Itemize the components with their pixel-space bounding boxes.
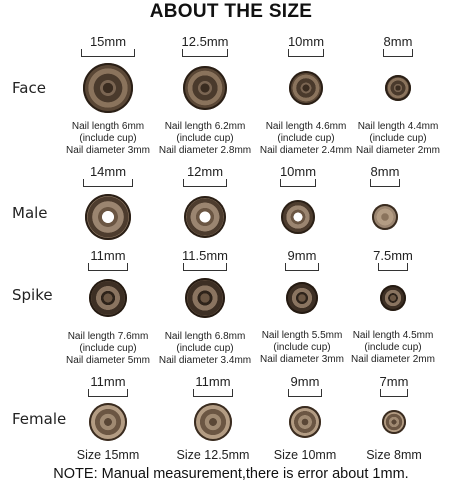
- nail-diameter: Nail diameter 2mm: [351, 354, 435, 365]
- include-cup: (include cup): [277, 133, 335, 144]
- female-item: [55, 374, 161, 462]
- dimension-ruler: [183, 264, 227, 271]
- dimension-label: 15mm: [89, 34, 127, 49]
- row-label-male: Male: [12, 204, 48, 222]
- nail-length: Nail length 4.6mm: [265, 121, 347, 132]
- include-cup: (include cup): [79, 133, 137, 144]
- spike-snap-image: [380, 285, 406, 311]
- female-snap-image: [289, 406, 321, 438]
- nail-length: Nail length 4.5mm: [352, 330, 434, 341]
- spike-snap-image: [185, 278, 225, 318]
- male-snap-image: [184, 196, 226, 238]
- face-item: [253, 34, 359, 157]
- spike-item: [152, 248, 258, 367]
- nail-diameter: Nail diameter 3mm: [66, 145, 150, 156]
- dimension-ruler: [370, 180, 400, 187]
- nail-diameter: Nail diameter 2.4mm: [259, 145, 353, 156]
- dimension-ruler: [88, 390, 128, 397]
- size-label: Size 10mm: [273, 448, 337, 462]
- male-snap-image: [281, 200, 315, 234]
- face-item: [55, 34, 161, 157]
- measurement-note: NOTE: Manual measurement,there is error about 1mm.: [53, 466, 409, 482]
- page-title: ABOUT THE SIZE: [149, 1, 313, 22]
- dimension-ruler: [83, 180, 133, 187]
- male-item: [55, 164, 161, 240]
- dimension-label: 7.5mm: [373, 248, 413, 263]
- size-label: Size 8mm: [366, 448, 422, 462]
- dimension-ruler: [182, 50, 228, 57]
- include-cup: (include cup): [364, 342, 422, 353]
- nail-length: Nail length 6.8mm: [164, 331, 246, 342]
- dimension-ruler: [81, 50, 135, 57]
- include-cup: (include cup): [79, 343, 137, 354]
- face-snap-image: [385, 75, 411, 101]
- face-item: [152, 34, 258, 157]
- male-item: [332, 164, 438, 230]
- spike-snap-image: [89, 279, 127, 317]
- nail-diameter: Nail diameter 3mm: [260, 354, 344, 365]
- female-snap-image: [382, 410, 406, 434]
- female-snap-image: [194, 403, 232, 441]
- dimension-ruler: [280, 180, 316, 187]
- nail-diameter: Nail diameter 3.4mm: [158, 355, 252, 366]
- female-item: [341, 374, 447, 462]
- dimension-label: 10mm: [287, 34, 325, 49]
- dimension-label: 12mm: [186, 164, 224, 179]
- dimension-ruler: [288, 50, 324, 57]
- dimension-label: 9mm: [287, 248, 317, 263]
- include-cup: (include cup): [273, 342, 331, 353]
- nail-diameter: Nail diameter 2mm: [356, 145, 440, 156]
- dimension-label: 11mm: [90, 248, 126, 263]
- face-snap-image: [83, 63, 133, 113]
- spike-item: [340, 248, 446, 366]
- dimension-label: 11mm: [90, 374, 126, 389]
- nail-diameter: Nail diameter 5mm: [66, 355, 150, 366]
- spike-item: [55, 248, 161, 367]
- face-snap-image: [183, 66, 227, 110]
- dimension-label: 11.5mm: [182, 248, 228, 263]
- dimension-ruler: [183, 180, 227, 187]
- row-label-face: Face: [12, 79, 46, 97]
- female-item: [160, 374, 266, 462]
- dimension-label: 7mm: [379, 374, 409, 389]
- nail-length: Nail length 6mm: [71, 121, 145, 132]
- dimension-ruler: [288, 390, 322, 397]
- face-item: [345, 34, 451, 157]
- dimension-label: 9mm: [290, 374, 320, 389]
- male-snap-image: [85, 194, 131, 240]
- dimension-label: 10mm: [279, 164, 317, 179]
- include-cup: (include cup): [176, 133, 234, 144]
- row-label-spike: Spike: [12, 286, 53, 304]
- male-item: [152, 164, 258, 238]
- dimension-ruler: [88, 264, 128, 271]
- nail-length: Nail length 6.2mm: [164, 121, 246, 132]
- nail-diameter: Nail diameter 2.8mm: [158, 145, 252, 156]
- dimension-label: 8mm: [383, 34, 413, 49]
- dimension-ruler: [285, 264, 319, 271]
- size-label: Size 15mm: [76, 448, 140, 462]
- face-snap-image: [289, 71, 323, 105]
- female-snap-image: [89, 403, 127, 441]
- spike-snap-image: [286, 282, 318, 314]
- nail-length: Nail length 4.4mm: [357, 121, 439, 132]
- include-cup: (include cup): [369, 133, 427, 144]
- dimension-ruler: [378, 264, 408, 271]
- row-label-female: Female: [12, 410, 67, 428]
- dimension-ruler: [193, 390, 233, 397]
- include-cup: (include cup): [176, 343, 234, 354]
- dimension-label: 8mm: [370, 164, 400, 179]
- nail-length: Nail length 7.6mm: [67, 331, 149, 342]
- dimension-label: 14mm: [89, 164, 127, 179]
- nail-length: Nail length 5.5mm: [261, 330, 343, 341]
- size-label: Size 12.5mm: [176, 448, 250, 462]
- dimension-label: 11mm: [195, 374, 231, 389]
- dimension-ruler: [380, 390, 408, 397]
- dimension-ruler: [383, 50, 413, 57]
- male-snap-image: [372, 204, 398, 230]
- dimension-label: 12.5mm: [181, 34, 229, 49]
